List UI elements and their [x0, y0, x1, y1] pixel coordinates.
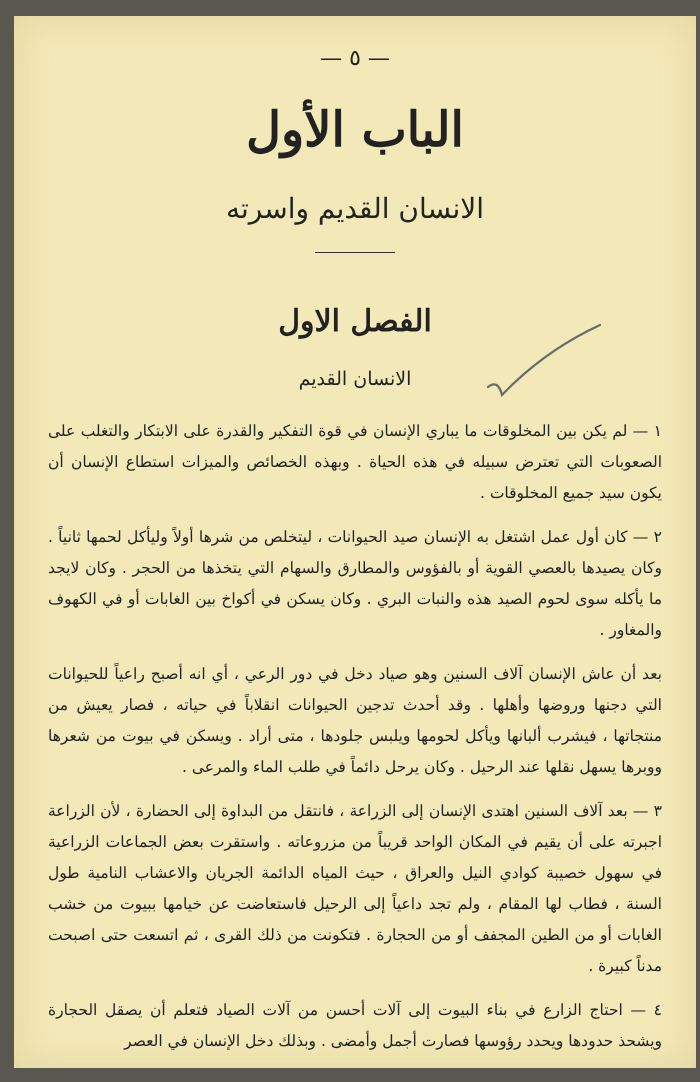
chapter-title: الباب الأول: [246, 102, 464, 158]
pencil-check-mark: [484, 321, 604, 401]
paragraph-3: بعد أن عاش الإنسان آلاف السنين وهو صياد دخل في دور الرعي ، أي انه أصبح راعياً للحيوانات التي دجنها وروضها وأهلها . وقد أحدث تدجين الحيوانات انقلاباً في حياته ، فصار يعيش من منتجاتها ، فيشرب ألبانها ويأكل لحومها ويلبس جلودها ، متى أراد . ويسكن في بيوت من شعرها ووبرها يسهل نقلها عند الرحيل . وكان يرحل دائماً في طلب الماء والمرعى .: [48, 665, 662, 776]
paragraph-4: ٣ — بعد آلاف السنين اهتدى الإنسان إلى الزراعة ، فانتقل من البداوة إلى الحضارة ، لأن الزراعة اجبرته على أن يقيم في المكان الواحد قريباً من مزروعاته . واستقرت بعض الجماعات الزراعية في سهول خصيبة كوادي النيل والعراق ، حيث المياه الدائمة الجريان والاعشاب النامية طول السنة ، فطاب لها المقام ، ولم تجد داعياً إلى الرحيل فاستعاضت عن خيامها ببيوت من خشب الغابات أو من الطين المجفف أو من الحجارة . فتكونت من ذلك القرى ، ثم اتسعت حتى اصبحت مدناً كبيرة .: [48, 802, 662, 975]
book-page: [14, 16, 696, 1068]
paragraph-2: ٢ — كان أول عمل اشتغل به الإنسان صيد الحيوانات ، ليتخلص من شرها أولاً وليأكل لحمها ثانياً . وكان يصيدها بالعصي القوية أو بالفؤوس والمطارق والسهام التي يتخذها من الحجر . وكان لايجد ما يأكله سوى لحوم الصيد هذه والنبات البري . وكان يسكن في أكواخ بين الغابات أو في الكهوف والمغاور .: [48, 528, 662, 639]
page-number: — ٥ —: [320, 46, 390, 71]
paragraph-1: ١ — لم يكن بين المخلوقات ما يباري الإنسان في قوة التفكير والقدرة على الابتكار والتغلب على الصعوبات التي تعترض سبيله في هذه الحياة . وبهذه الخصائص والميزات استطاع الإنسان أن يكون سيد جميع المخلوقات .: [48, 422, 662, 502]
section-title: الفصل الاول: [278, 304, 432, 339]
page-content: [48, 16, 662, 1068]
body-text: [48, 416, 662, 1068]
section-subtitle: الانسان القديم: [298, 368, 412, 390]
chapter-subtitle: الانسان القديم واسرته: [225, 192, 485, 225]
divider: [315, 252, 395, 253]
paragraph-5: ٤ — احتاج الزارع في بناء البيوت إلى آلات أحسن من آلات الصياد فتعلم أن يصقل الحجارة ويشحذ حدودها ويحدد رؤوسها فصارت أجمل وأمضى . وبذلك دخل الإنسان في العصر: [48, 1001, 662, 1050]
